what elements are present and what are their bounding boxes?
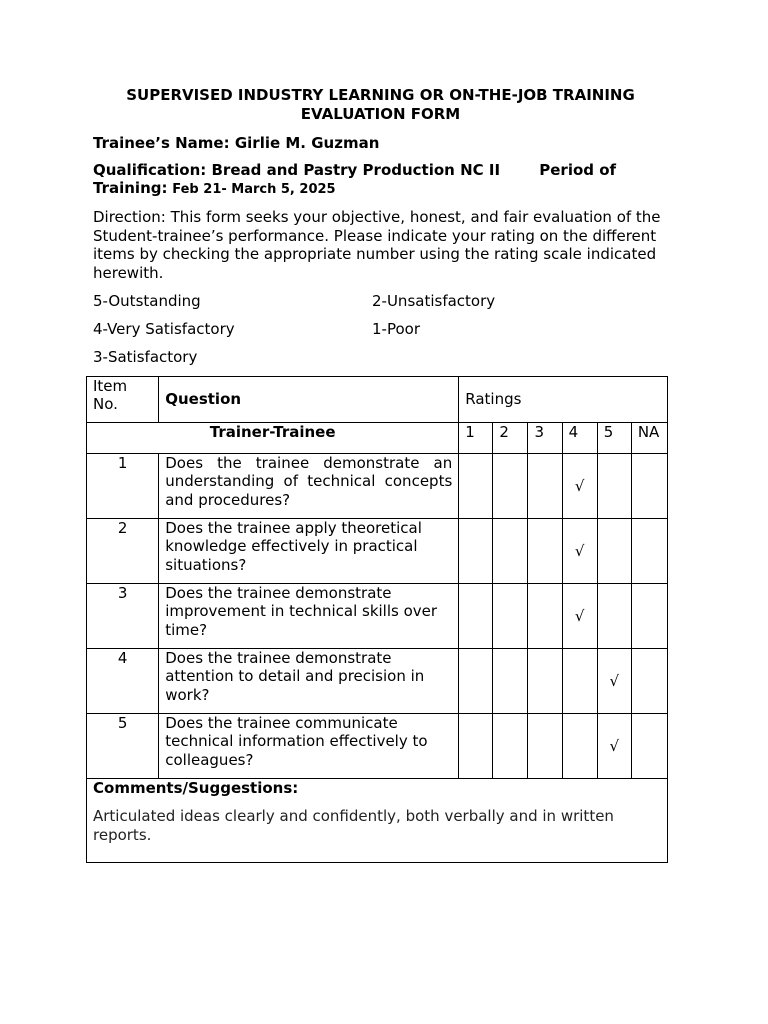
form-page <box>93 86 668 366</box>
question-text: Does the trainee apply theoretical knowledge effectively in practical situations? <box>159 519 459 584</box>
item-number: 4 <box>87 649 159 714</box>
rating-cell-5[interactable] <box>597 714 631 779</box>
comments-label: Comments/Suggestions: <box>93 779 299 797</box>
rating-cell-1[interactable] <box>459 714 493 779</box>
scale-1: 1-Poor <box>372 320 420 338</box>
rating-cell-4[interactable] <box>562 454 597 519</box>
comments-text: Articulated ideas clearly and confidently, both verbally and in written reports. <box>93 807 614 844</box>
header-ratings: Ratings <box>459 377 668 423</box>
rating-cell-3[interactable] <box>528 454 562 519</box>
rating-cell-1[interactable] <box>459 584 493 649</box>
trainee-line <box>93 134 668 152</box>
evaluation-table <box>86 376 668 863</box>
rating-scale-row <box>87 423 668 454</box>
question-text: Does the trainee demonstrate improvement in technical skills over time? <box>159 584 459 649</box>
scale-row-1 <box>93 292 668 310</box>
header-question: Question <box>159 377 459 423</box>
rating-header-5: 5 <box>597 423 631 454</box>
form-title-line1: SUPERVISED INDUSTRY LEARNING OR ON-THE-JOB TRAINING <box>126 86 635 104</box>
check-mark-icon: √ <box>609 736 620 755</box>
comments-row <box>87 779 668 863</box>
rating-cell-3[interactable] <box>528 584 562 649</box>
qualification-value: Bread and Pastry Production NC II <box>211 161 501 179</box>
rating-header-2: 2 <box>493 423 528 454</box>
rating-header-1: 1 <box>459 423 493 454</box>
direction-text: Direction: This form seeks your objective, honest, and fair evaluation of the Student-trainee’s performance. Please indicate your rating on the different items by checking the appropriate number using the rating scale indicated herewith. <box>93 208 661 282</box>
qualification-block <box>93 161 668 199</box>
rating-header-3: 3 <box>528 423 562 454</box>
period-line <box>93 179 668 199</box>
scale-4: 4-Very Satisfactory <box>93 320 235 338</box>
rating-cell-2[interactable] <box>493 649 528 714</box>
table-row <box>87 649 668 714</box>
header-item-no: Item No. <box>87 377 159 423</box>
item-number: 1 <box>87 454 159 519</box>
rating-cell-2[interactable] <box>493 714 528 779</box>
rating-cell-2[interactable] <box>493 519 528 584</box>
check-mark-icon: √ <box>609 671 620 690</box>
period-value: Feb 21- March 5, 2025 <box>172 182 336 197</box>
rating-cell-na[interactable] <box>631 584 667 649</box>
rating-cell-1[interactable] <box>459 649 493 714</box>
rating-cell-1[interactable] <box>459 519 493 584</box>
scale-row-3 <box>93 348 668 366</box>
rating-cell-na[interactable] <box>631 454 667 519</box>
table-row <box>87 519 668 584</box>
rating-cell-4[interactable] <box>562 584 597 649</box>
rating-cell-3[interactable] <box>528 519 562 584</box>
rating-cell-2[interactable] <box>493 454 528 519</box>
rating-cell-5[interactable] <box>597 584 631 649</box>
scale-row-2 <box>93 320 668 338</box>
item-number: 2 <box>87 519 159 584</box>
scale-3: 3-Satisfactory <box>93 348 198 366</box>
question-text: Does the trainee demonstrate an understanding of technical concepts and procedures? <box>159 454 459 519</box>
rating-cell-5[interactable] <box>597 454 631 519</box>
qualification-line <box>93 161 668 179</box>
period-label-part1: Period of <box>539 161 617 179</box>
rating-cell-5[interactable] <box>597 519 631 584</box>
trainee-label: Trainee’s Name: <box>93 134 230 152</box>
rating-cell-2[interactable] <box>493 584 528 649</box>
form-title <box>83 86 678 124</box>
scale-5: 5-Outstanding <box>93 292 201 310</box>
table-row <box>87 714 668 779</box>
qualification-label: Qualification: <box>93 161 207 179</box>
table-row <box>87 584 668 649</box>
period-label-part2: Training: <box>93 179 168 197</box>
table-header-row <box>87 377 668 423</box>
rating-header-na: NA <box>631 423 667 454</box>
rating-cell-4[interactable] <box>562 519 597 584</box>
comments-cell <box>87 779 668 863</box>
trainee-name: Girlie M. Guzman <box>234 134 380 152</box>
question-text: Does the trainee demonstrate attention to detail and precision in work? <box>159 649 459 714</box>
check-mark-icon: √ <box>574 606 585 625</box>
rating-cell-na[interactable] <box>631 649 667 714</box>
rating-cell-4[interactable] <box>562 714 597 779</box>
rating-header-4: 4 <box>562 423 597 454</box>
scale-2: 2-Unsatisfactory <box>372 292 496 310</box>
rating-cell-na[interactable] <box>631 714 667 779</box>
rating-cell-1[interactable] <box>459 454 493 519</box>
table-row <box>87 454 668 519</box>
rating-cell-3[interactable] <box>528 714 562 779</box>
item-number: 5 <box>87 714 159 779</box>
rating-cell-4[interactable] <box>562 649 597 714</box>
rating-cell-3[interactable] <box>528 649 562 714</box>
section-label: Trainer-Trainee <box>87 423 459 454</box>
rating-cell-5[interactable] <box>597 649 631 714</box>
form-title-line2: EVALUATION FORM <box>300 105 461 123</box>
item-number: 3 <box>87 584 159 649</box>
question-text: Does the trainee communicate technical information effectively to colleagues? <box>159 714 459 779</box>
check-mark-icon: √ <box>574 541 585 560</box>
check-mark-icon: √ <box>574 476 585 495</box>
rating-cell-na[interactable] <box>631 519 667 584</box>
